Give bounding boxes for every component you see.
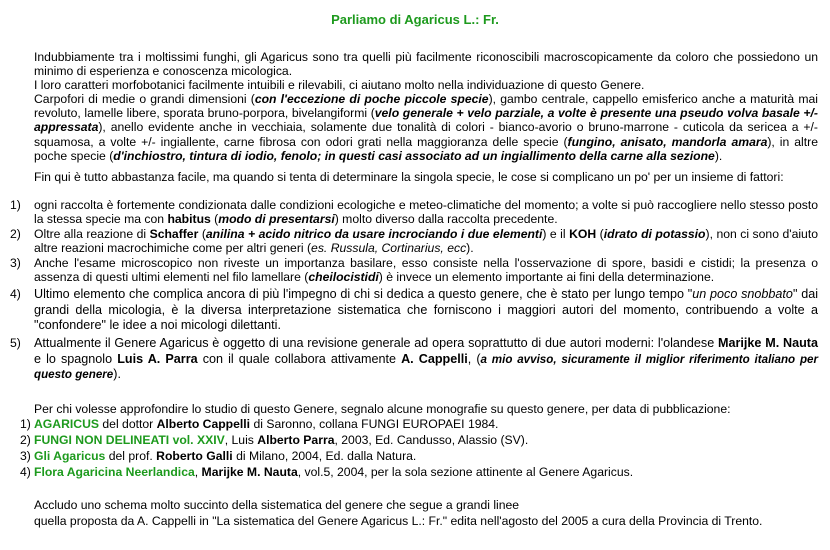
emphasis-text: modo di presentarsi [218, 212, 335, 227]
text-span: ( [596, 227, 604, 241]
intro-paragraph-1: Indubbiamente tra i moltissimi funghi, gli Agaricus sono tra quelli più facilmente riconoscibili macroscopicamente da coloro che possiedono un minimo di esperienza e conoscenza micologica. [34, 50, 818, 79]
text-span: " dai grandi della micologia, è la diversa interpretazione sistematica che forniscono i maggiori autori del momento, contribuendo a volte a "confondere" le idee a noi micologi dilettanti. [34, 287, 818, 332]
list-item [34, 227, 818, 255]
biblio-item [34, 433, 818, 447]
closing-line-1: Accludo uno schema molto succinto della sistematica del genere che segue a grandi linee [34, 498, 520, 512]
emphasis-text: Schaffer [149, 227, 199, 241]
intro-paragraph-2: I loro caratteri morfobotanici facilmente intuibili e rilevabili, ci aiutano molto nella individuazione di questo Genere. [34, 78, 645, 92]
text-span: di Milano, 2004, Ed. dalla Natura. [232, 449, 417, 463]
emphasis-text: Luis A. Parra [117, 351, 198, 366]
text-span: Carpofori di medie o grandi dimensioni ( [34, 92, 255, 106]
text-span: , 2003, Ed. Candusso, Alassio (SV). [334, 433, 529, 447]
text-span: con il quale collabora attivamente [197, 351, 402, 366]
text-span: ), in altre poche specie ( [34, 134, 818, 163]
emphasis-text: Marijke M. Nauta [718, 336, 819, 350]
emphasis-text: anilina + acido nitrico da usare incrociando i due elementi [205, 227, 543, 241]
biblio-author: Roberto Galli [156, 449, 233, 463]
page-title: Parliamo di Agaricus L.: Fr. [331, 12, 499, 27]
text-span: Oltre alla reazione di [34, 227, 150, 241]
text-span: ), anello evidente anche in vecchiaia, solamente due tonalità di colori - bianco-avorio o bruno-marrone - cuticola da sericea a +/- squamosa, a volte +/- ingiallente, carne fibrosa con odori grati nella maggioranza delle specie ( [34, 120, 818, 149]
text-span: , ( [467, 351, 481, 366]
text-span: ). [714, 148, 723, 163]
text-span: ) molto diverso dalla raccolta precedente. [334, 212, 558, 227]
biblio-title: AGARICUS [34, 417, 100, 431]
emphasis-text: fungino, anisato, mandorla amara [567, 134, 768, 149]
list-item [34, 336, 818, 383]
emphasis-text: A. Cappelli [401, 351, 468, 366]
biblio-number: 3) [20, 449, 31, 463]
text-span: Anche l'esame microscopico non riveste un importanza basilare, esso consiste nella l'osservazione di spore, basidi e cistidi; la presenza o assenza di questi ultimi elementi nel filo lamellare ( [34, 256, 818, 285]
list-item [34, 198, 818, 226]
emphasis-text: velo generale + velo parziale, a volte è presente una pseudo volva basale +/- appressata [34, 106, 818, 135]
biblio-number: 2) [20, 433, 31, 447]
list-number: 1) [10, 198, 21, 212]
emphasis-text: idrato di potassio [603, 227, 706, 241]
emphasis-text: con l'eccezione di poche piccole specie [254, 92, 489, 106]
emphasis-text: un poco snobbato [692, 287, 793, 301]
text-span: ogni raccolta è fortemente condizionata dalle condizioni ecologiche e meteo-climatiche del momento; a volte si può raccogliere nello stesso posto la stessa specie ma con [34, 198, 818, 227]
text-span: e lo spagnolo [34, 351, 118, 366]
intro-paragraph-4: Fin qui è tutto abbastanza facile, ma quando si tenta di determinare la singola specie, le cose si complicano un po' per un insieme di fattori: [34, 170, 784, 184]
biblio-title: Flora Agaricina Neerlandica [34, 465, 195, 479]
text-span: ). [113, 367, 121, 381]
text-span: ( [210, 212, 219, 227]
text-span: Attualmente il Genere Agaricus è oggetto di una revisione generale ad opera soprattutto di due autori moderni: l'olandese [34, 336, 719, 350]
text-span: Ultimo elemento che complica ancora di più l'impegno di chi si dedica a questo genere, che è stato per lungo tempo " [34, 287, 693, 301]
emphasis-text: es. Russula, Cortinarius, ecc [311, 241, 467, 256]
biblio-number: 4) [20, 465, 31, 479]
text-span: del prof. [105, 449, 157, 463]
emphasis-text: cheilocistidi [308, 270, 379, 285]
list-number: 2) [10, 227, 21, 241]
biblio-item [34, 417, 818, 431]
emphasis-text: a mio avviso, sicuramente il miglior riferimento italiano per questo genere [34, 352, 818, 381]
text-span: ( [198, 227, 206, 241]
biblio-title: FUNGI NON DELINEATI vol. XXIV [34, 433, 225, 447]
biblio-author: Alberto Cappelli [156, 417, 251, 431]
text-span: ) è invece un elemento importante ai fini della determinazione. [378, 270, 715, 285]
closing-line-2: quella proposta da A. Cappelli in "La sistematica del Genere Agaricus L.: Fr." edita nell'agosto del 2005 a cura della Provincia di Trento. [34, 514, 763, 528]
text-span: del dottor [99, 417, 157, 431]
list-item [34, 287, 818, 334]
text-span: , Luis [224, 433, 258, 447]
text-span: , [194, 465, 202, 479]
biblio-intro: Per chi volesse approfondire lo studio di questo Genere, segnalo alcune monografie su questo genere, per data di pubblicazione: [34, 402, 731, 416]
biblio-title: Gli Agaricus [34, 449, 106, 463]
emphasis-text: habitus [167, 212, 211, 227]
text-span: ), non ci sono d'aiuto altre reazioni macrochimiche come per altri generi ( [34, 227, 818, 256]
biblio-item [34, 449, 818, 463]
list-item [34, 256, 818, 284]
list-number: 4) [10, 287, 21, 301]
text-span: ) e il [542, 227, 570, 241]
biblio-number: 1) [20, 417, 31, 431]
emphasis-text: KOH [569, 227, 597, 241]
intro-paragraph-3 [34, 92, 818, 163]
text-span: di Saronno, collana FUNGI EUROPAEI 1984. [250, 417, 499, 431]
text-span: ). [466, 241, 474, 256]
text-span: , vol.5, 2004, per la sola sezione attinente al Genere Agaricus. [297, 465, 634, 479]
emphasis-text: d'inchiostro, tintura di iodio, fenolo; in questi casi associato ad un ingiallimento della carne alla sezione [113, 148, 715, 163]
list-number: 5) [10, 336, 21, 350]
list-number: 3) [10, 256, 21, 270]
text-span: ), gambo centrale, cappello emisferico anche a maturità mai revoluto, lamelle libere, sporata bruno-porpora, bivelangiformi ( [34, 92, 818, 121]
biblio-author: Marijke M. Nauta [201, 465, 298, 479]
biblio-item [34, 465, 818, 479]
biblio-author: Alberto Parra [257, 433, 335, 447]
